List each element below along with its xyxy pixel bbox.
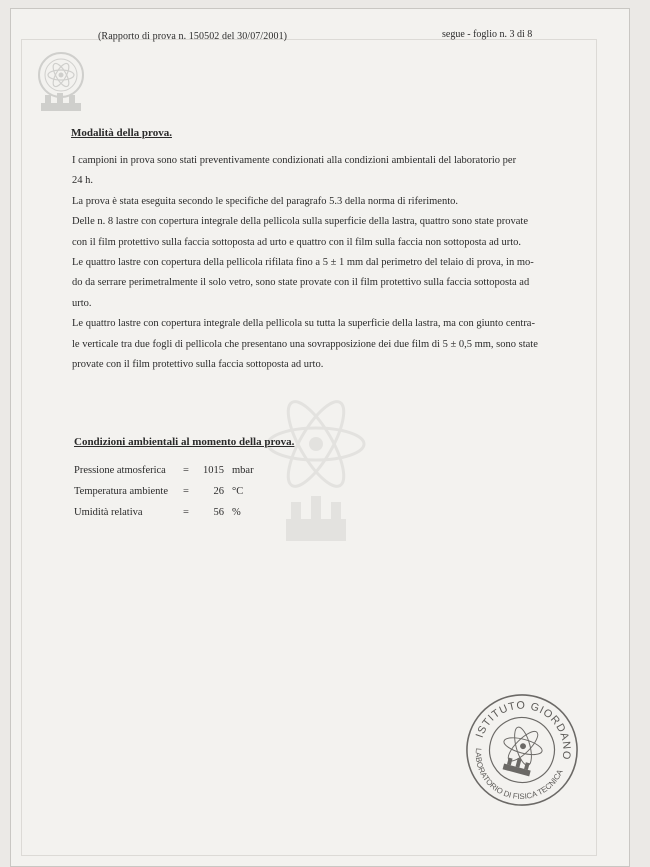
paragraph-line: I campioni in prova sono stati preventivamente condizionati alla condizioni ambientali del laboratorio per <box>72 155 517 166</box>
stamp-bottom-text: LABORATORIO DI FISICA TECNICA <box>473 747 565 802</box>
svg-text:LABORATORIO DI FISICA TECNICA <box>463 745 565 809</box>
sheet-reference: segue - foglio n. 3 di 8 <box>442 29 533 40</box>
condition-unit: mbar <box>232 465 254 476</box>
paragraph-line: Le quattro lastre con copertura integrale della pellicola su tutta la superficie della lastra, ma con giunto centra- <box>72 318 535 329</box>
condition-value: 1015 <box>203 465 224 476</box>
condition-equals: = <box>183 486 189 497</box>
paragraph-line: La prova è stata eseguita secondo le specifiche del paragrafo 5.3 della norma di riferimento. <box>72 196 459 207</box>
condition-unit: °C <box>232 486 244 497</box>
paragraph-line: urto. <box>72 298 92 309</box>
condition-value: 26 <box>213 486 224 497</box>
institute-logo-icon <box>33 49 89 115</box>
condition-label: Umidità relativa <box>74 507 143 518</box>
ambient-conditions-table <box>74 465 272 528</box>
institute-stamp-icon <box>463 691 581 809</box>
report-reference: (Rapporto di prova n. 150502 del 30/07/2001) <box>98 31 288 42</box>
section-title-ambient-conditions: Condizioni ambientali al momento della prova. <box>74 436 295 448</box>
stamp-top-text: ISTITUTO GIORDANO <box>473 699 573 761</box>
paragraph-line: Delle n. 8 lastre con copertura integrale della pellicola sulla superficie della lastra, quattro sono state provate <box>72 216 528 227</box>
paragraph-line: con il film protettivo sulla faccia sottoposta ad urto e quattro con il film sulla faccia non sottoposta ad urto. <box>72 237 522 248</box>
condition-equals: = <box>183 465 189 476</box>
condition-label: Pressione atmosferica <box>74 465 166 476</box>
paragraph-line: 24 h. <box>72 175 93 186</box>
condition-unit: % <box>232 507 241 518</box>
paragraph-line: provate con il film protettivo sulla faccia sottoposta ad urto. <box>72 359 324 370</box>
condition-value: 56 <box>213 507 224 518</box>
table-row <box>74 507 272 528</box>
atom-watermark-icon <box>261 384 371 554</box>
document-page <box>10 8 630 867</box>
paragraph-line: le verticale tra due fogli di pellicola che presentano una sovrapposizione dei due film di 5 ± 0,5 mm, sono state <box>72 339 538 350</box>
paragraph-line: Le quattro lastre con copertura della pellicola rifilata fino a 5 ± 1 mm dal perimetro del telaio di prova, in mo- <box>72 257 534 268</box>
paragraph-line: do da serrare perimetralmente il solo vetro, sono state provate con il film protettivo sulla faccia sottoposta ad <box>72 277 530 288</box>
section-title-test-method: Modalità della prova. <box>71 127 172 139</box>
table-row <box>74 465 272 486</box>
table-row <box>74 486 272 507</box>
condition-label: Temperatura ambiente <box>74 486 169 497</box>
condition-equals: = <box>183 507 189 518</box>
